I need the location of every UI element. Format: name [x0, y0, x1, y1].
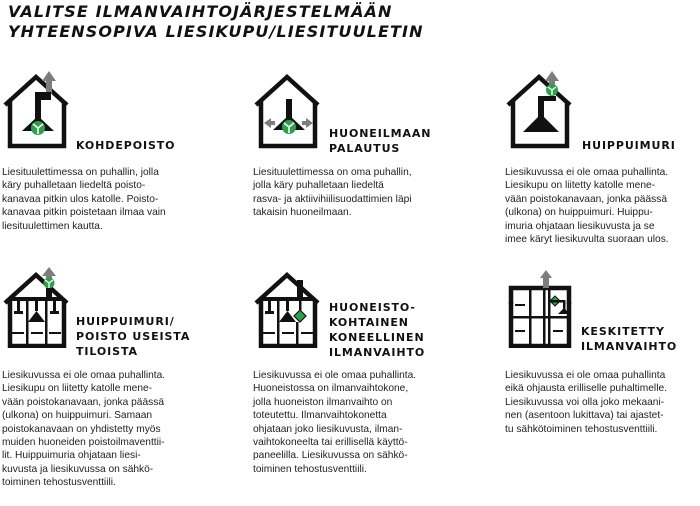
card-description: Liesituulettimessa on puhallin, jolla käry puhalletaan liedeltä poisto- kanavaa pitkin ulos katolle. Poisto- kanavaa pitkin poistetaan ilmaa vain liesituulettimen kautta.: [2, 167, 166, 232]
card-description: Liesituulettimessa on oma puhallin, jolla käry puhalletaan liedeltä rasva- ja aktiivihiilisuodattimien läpi takaisin huoneilmaan.: [253, 167, 412, 219]
house-multi-room-exhaust-icon: [2, 266, 72, 348]
house-fan-exhaust-icon: [2, 68, 72, 150]
card-huoneistokohtainen-ilmanvaihto: [253, 266, 478, 506]
card-description: Liesikuvussa ei ole omaa puhallinta. Huoneistossa on ilmanvaihtokone, jolla huoneiston ilmanvaihto on toteutettu. Ilmanvaihtokonetta ohjataan joko liesikuvusta, ilman- vaihtokoneelta tai erillisellä käyttö- paneelilla. Liesikuvussa on sähkö- toiminen tehostusventtiili.: [253, 370, 417, 475]
house-apartment-unit-icon: [253, 266, 323, 348]
card-description: Liesikuvussa ei ole omaa puhallinta. Liesikupu on liitetty katolle mene- vään poistokanavaan, jonka päässä (ulkona) on huippuimuri. Samaan poistokanavaan on yhdistetty myös muiden huoneiden poistoilmaventtii- lit. Huippuimuria ohjataan liesi- kuvusta ja liesikuvussa on sähkö- toiminen tehostusventtiili.: [2, 370, 166, 489]
card-huippuimuri-poisto-useista-tiloista: [2, 266, 227, 506]
card-title: HUONEILMAAN PALAUTUS: [329, 127, 432, 155]
card-title: KESKITETTY ILMANVAIHTO: [581, 325, 678, 353]
card-title: KOHDEPOISTO: [76, 139, 176, 152]
card-description: Liesikuvussa ei ole omaa puhallinta eikä ohjausta erilliselle puhaltimelle. Liesikuvussa voi olla joko mekaani- nen (asentoon lukittava) tai ajastet- tu sähkötoiminen tehostusventtiili.: [505, 370, 667, 435]
card-title: HUIPPUIMURI: [582, 139, 676, 152]
card-description: Liesikuvussa ei ole omaa puhallinta. Liesikupu on liitetty katolle mene- vään poistokanavaan, jonka päässä (ulkona) on huippuimuri. Huippu- imuria ohjataan liesikuvusta ja se imee käryt liesikuvulta suoraan ulos.: [505, 167, 669, 246]
card-keskitetty-ilmanvaihto: [505, 266, 700, 506]
page-title: VALITSE ILMANVAIHTOJÄRJESTELMÄÄN YHTEENSOPIVA LIESIKUPU/LIESITUULETIN: [8, 2, 424, 41]
house-roof-fan-icon: [505, 68, 575, 150]
building-central-ventilation-icon: [505, 266, 575, 348]
card-title: HUIPPUIMURI/ POISTO USEISTA TILOISTA: [76, 315, 191, 358]
house-recirculation-icon: [253, 68, 323, 150]
card-title: HUONEISTO- KOHTAINEN KONEELLINEN ILMANVAIHTO: [329, 301, 426, 359]
